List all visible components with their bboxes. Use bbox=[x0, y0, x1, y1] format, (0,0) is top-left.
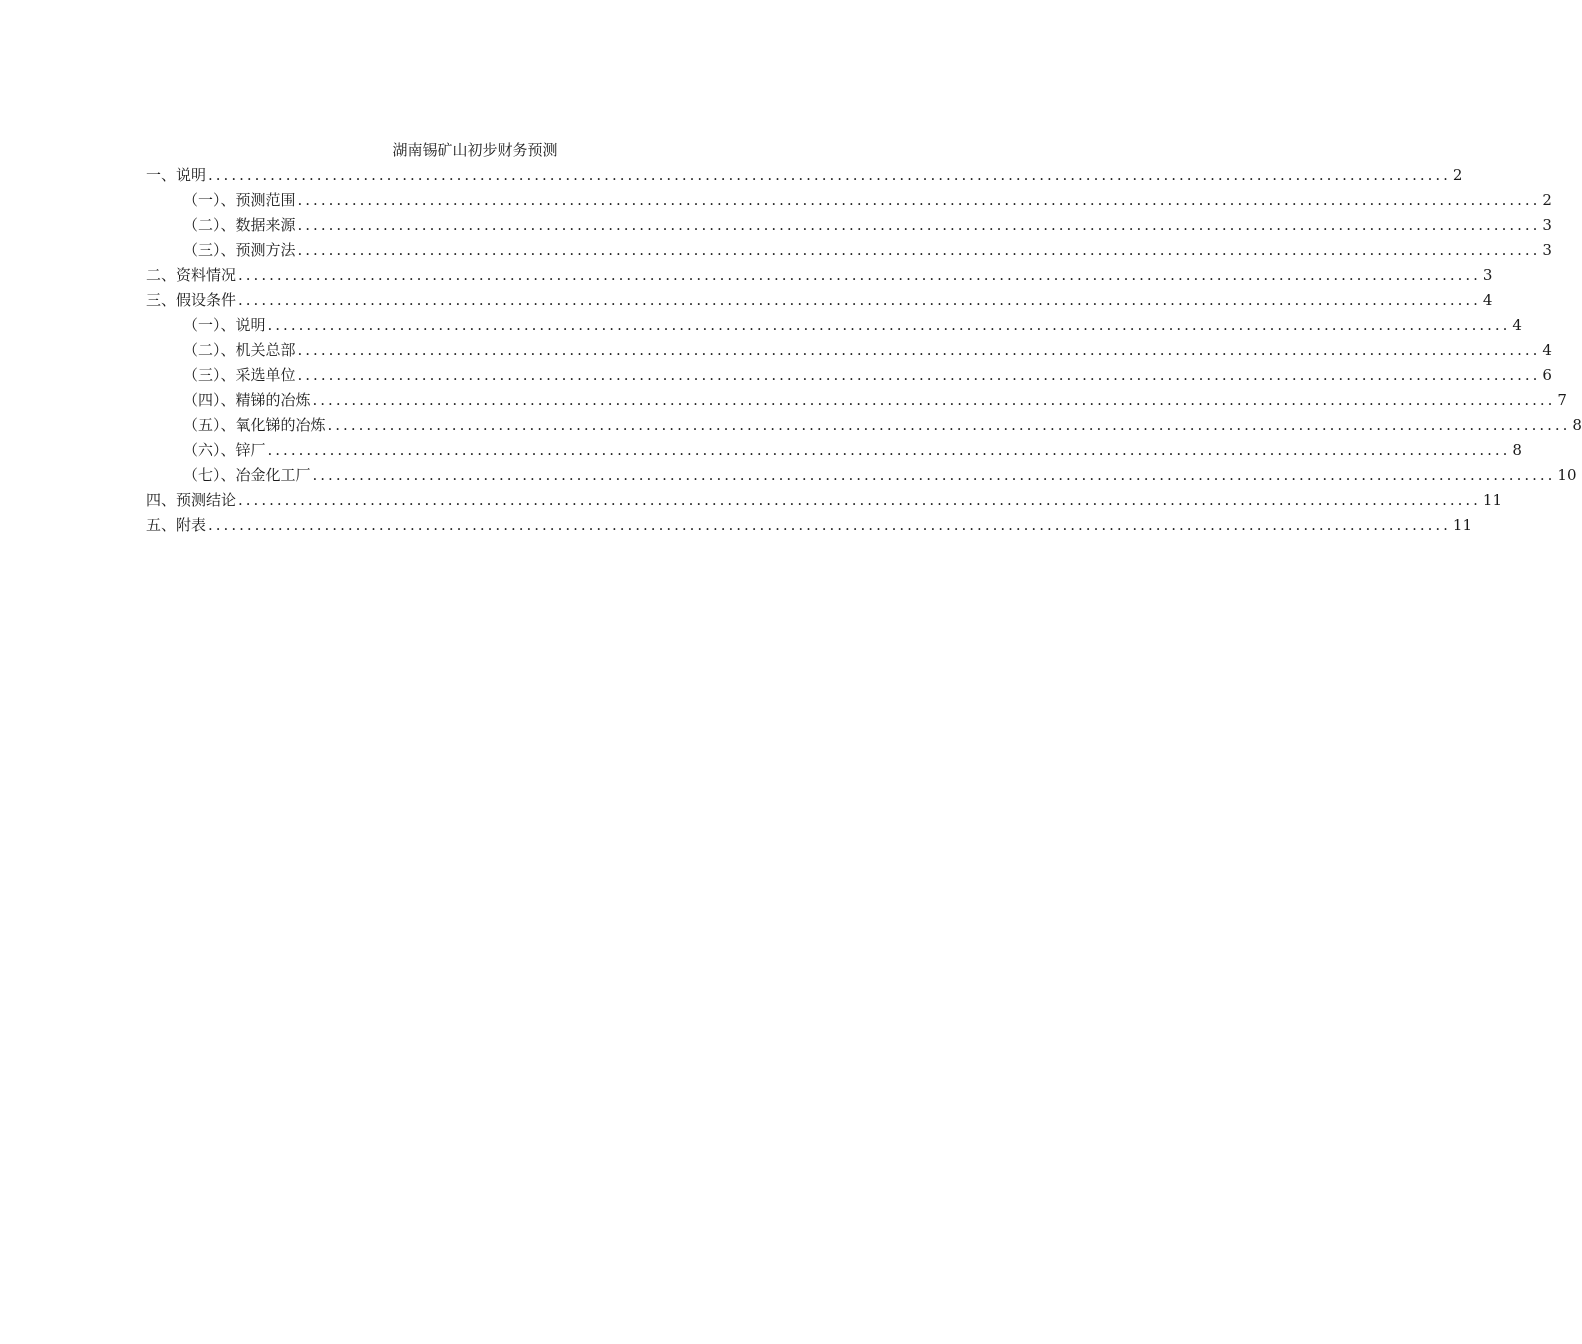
toc-entry[interactable] bbox=[146, 514, 1472, 539]
toc-dot-leader: ................................................................................................................................................................ bbox=[238, 266, 1481, 284]
toc-dot-leader: ................................................................................................................................................................ bbox=[267, 441, 1511, 459]
toc-entry[interactable] bbox=[146, 189, 1552, 214]
toc-entry-label: 一、说明 bbox=[146, 166, 207, 184]
toc-entry-label: （五）、氧化锑的冶炼 bbox=[183, 416, 326, 434]
toc-dot-leader: ................................................................................................................................................................ bbox=[297, 241, 1541, 259]
toc-entry[interactable] bbox=[146, 214, 1552, 239]
toc-page-number: 7 bbox=[1557, 391, 1567, 409]
toc-page-number: 4 bbox=[1512, 316, 1522, 334]
toc-dot-leader: ................................................................................................................................................................ bbox=[327, 416, 1571, 434]
toc-entry-label: （二）、数据来源 bbox=[183, 216, 296, 234]
toc-entry[interactable] bbox=[146, 164, 1463, 189]
toc-dot-leader: ................................................................................................................................................................ bbox=[267, 316, 1511, 334]
toc-entry-label: 三、假设条件 bbox=[146, 291, 237, 309]
toc-entry-label: （三）、采选单位 bbox=[183, 366, 296, 384]
toc-dot-leader: ................................................................................................................................................................ bbox=[297, 341, 1541, 359]
toc-dot-leader: ................................................................................................................................................................ bbox=[238, 491, 1481, 509]
document-title: 湖南锡矿山初步财务预测 bbox=[392, 141, 558, 159]
toc-entry-label: （四）、精锑的冶炼 bbox=[183, 391, 311, 409]
toc-page-number: 3 bbox=[1482, 266, 1493, 284]
toc-entry[interactable] bbox=[146, 239, 1552, 264]
toc-page-number: 4 bbox=[1542, 341, 1552, 359]
toc-entry-label: （二）、机关总部 bbox=[183, 341, 296, 359]
toc-page-number: 8 bbox=[1572, 416, 1582, 434]
toc-entry-label: （六）、锌厂 bbox=[183, 441, 266, 459]
toc-page-number: 10 bbox=[1557, 466, 1577, 484]
toc-dot-leader: ................................................................................................................................................................ bbox=[208, 166, 1451, 184]
toc-entry[interactable] bbox=[146, 414, 1582, 439]
toc-page-number: 3 bbox=[1542, 216, 1552, 234]
toc-entry-label: （一）、预测范围 bbox=[183, 191, 296, 209]
toc-entry[interactable] bbox=[146, 364, 1552, 389]
toc-entry[interactable] bbox=[146, 289, 1493, 314]
toc-entry[interactable] bbox=[146, 339, 1552, 364]
toc-entry[interactable] bbox=[146, 264, 1493, 289]
toc-entry[interactable] bbox=[146, 464, 1577, 489]
toc-page-number: 3 bbox=[1542, 241, 1552, 259]
toc-dot-leader: ................................................................................................................................................................ bbox=[297, 216, 1541, 234]
toc-dot-leader: ................................................................................................................................................................ bbox=[238, 291, 1481, 309]
toc-entry[interactable] bbox=[146, 389, 1567, 414]
toc-page-number: 2 bbox=[1452, 166, 1463, 184]
toc-entry[interactable] bbox=[146, 489, 1502, 514]
toc-page-number: 4 bbox=[1482, 291, 1493, 309]
toc-dot-leader: ................................................................................................................................................................ bbox=[312, 466, 1556, 484]
toc-entry-label: 四、预测结论 bbox=[146, 491, 237, 509]
toc-entry-label: （一）、说明 bbox=[183, 316, 266, 334]
toc-entry[interactable] bbox=[146, 314, 1522, 339]
toc-entry-label: 五、附表 bbox=[146, 516, 207, 534]
table-of-contents bbox=[146, 164, 1582, 539]
toc-dot-leader: ................................................................................................................................................................ bbox=[297, 191, 1541, 209]
toc-dot-leader: ................................................................................................................................................................ bbox=[297, 366, 1541, 384]
toc-page-number: 8 bbox=[1512, 441, 1522, 459]
toc-page-number: 2 bbox=[1542, 191, 1552, 209]
toc-entry-label: （七）、冶金化工厂 bbox=[183, 466, 311, 484]
toc-dot-leader: ................................................................................................................................................................ bbox=[208, 516, 1451, 534]
toc-entry-label: 二、资料情况 bbox=[146, 266, 237, 284]
toc-page-number: 11 bbox=[1482, 491, 1502, 509]
toc-entry[interactable] bbox=[146, 439, 1522, 464]
toc-page-number: 6 bbox=[1542, 366, 1552, 384]
toc-dot-leader: ................................................................................................................................................................ bbox=[312, 391, 1556, 409]
toc-entry-label: （三）、预测方法 bbox=[183, 241, 296, 259]
toc-page-number: 11 bbox=[1452, 516, 1472, 534]
